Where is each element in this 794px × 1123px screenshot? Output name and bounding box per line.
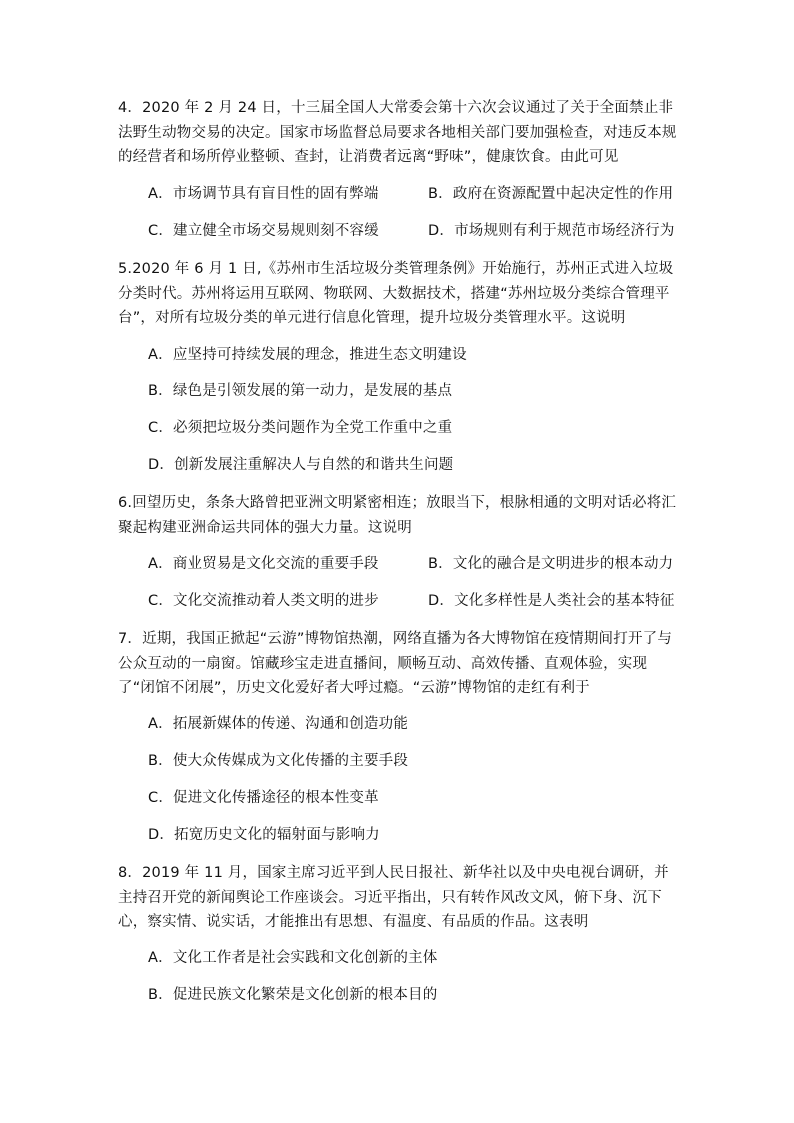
question-7-option-c: C．促进文化传播途径的根本性变革 <box>148 790 379 806</box>
question-5-option-b: B．绿色是引领发展的第一动力，是发展的基点 <box>148 383 453 399</box>
question-7-stem: 7．近期，我国正掀起“云游”博物馆热潮，网络直播为各大博物馆在疫情期间打开了与公众互动的一扇窗。馆藏珍宝走进直播间，顺畅互动、高效传播、直观体验，实现了“闭馆不闭展”，历史文化爱好者大呼过瘾。“云游”博物馆的走红有利于 <box>118 631 673 696</box>
question-6-option-c: C．文化交流推动着人类文明的进步 <box>148 593 379 609</box>
question-7-option-b: B．使大众传媒成为文化传播的主要手段 <box>148 753 409 769</box>
question-8-stem: 8．2019 年 11 月，国家主席习近平到人民日报社、新华社以及中央电视台调研，并主持召开党的新闻舆论工作座谈会。习近平指出，只有转作风改文风，俯下身、沉下心，察实情、说实话，才能推出有思想、有温度、有品质的作品。这表明 <box>118 865 669 930</box>
question-5-option-c: C．必须把垃圾分类问题作为全党工作重中之重 <box>148 420 453 436</box>
question-6-option-b: B．文化的融合是文明进步的根本动力 <box>428 556 674 572</box>
question-7-option-a: A．拓展新媒体的传递、沟通和创造功能 <box>148 716 409 732</box>
question-7-option-d: D．拓宽历史文化的辐射面与影响力 <box>148 827 380 843</box>
question-8-option-a: A．文化工作者是社会实践和文化创新的主体 <box>148 950 438 966</box>
question-8-option-b: B．促进民族文化繁荣是文化创新的根本目的 <box>148 987 438 1003</box>
question-4-option-c: C．建立健全市场交易规则刻不容缓 <box>148 223 379 239</box>
question-5-stem: 5.2020 年 6 月 1 日,《苏州市生活垃圾分类管理条例》开始施行，苏州正式进入垃圾分类时代。苏州将运用互联网、物联网、大数据技术，搭建“苏州垃圾分类综合管理平台”，对所有垃圾分类的单元进行信息化管理，提升垃圾分类管理水平。这说明 <box>118 261 674 326</box>
question-5-option-a: A．应坚持可持续发展的理念，推进生态文明建设 <box>148 347 467 363</box>
question-4-option-a: A．市场调节具有盲目性的固有弊端 <box>148 186 379 202</box>
question-6-stem: 6.回望历史，条条大路曾把亚洲文明紧密相连；放眼当下，根脉相通的文明对话必将汇聚起构建亚洲命运共同体的强大力量。这说明 <box>118 495 677 536</box>
question-4-stem: 4．2020 年 2 月 24 日，十三届全国人大常委会第十六次会议通过了关于全面禁止非法野生动物交易的决定。国家市场监督总局要求各地相关部门要加强检查，对违反本规的经营者和场所停业整顿、查封，让消费者远离“野味”，健康饮食。由此可见 <box>118 100 677 165</box>
question-4-option-d: D．市场规则有利于规范市场经济行为 <box>428 223 675 239</box>
question-6-option-a: A．商业贸易是文化交流的重要手段 <box>148 556 379 572</box>
question-6-option-d: D．文化多样性是人类社会的基本特征 <box>428 593 675 609</box>
question-4-option-b: B．政府在资源配置中起决定性的作用 <box>428 186 674 202</box>
question-5-option-d: D．创新发展注重解决人与自然的和谐共生问题 <box>148 457 454 473</box>
